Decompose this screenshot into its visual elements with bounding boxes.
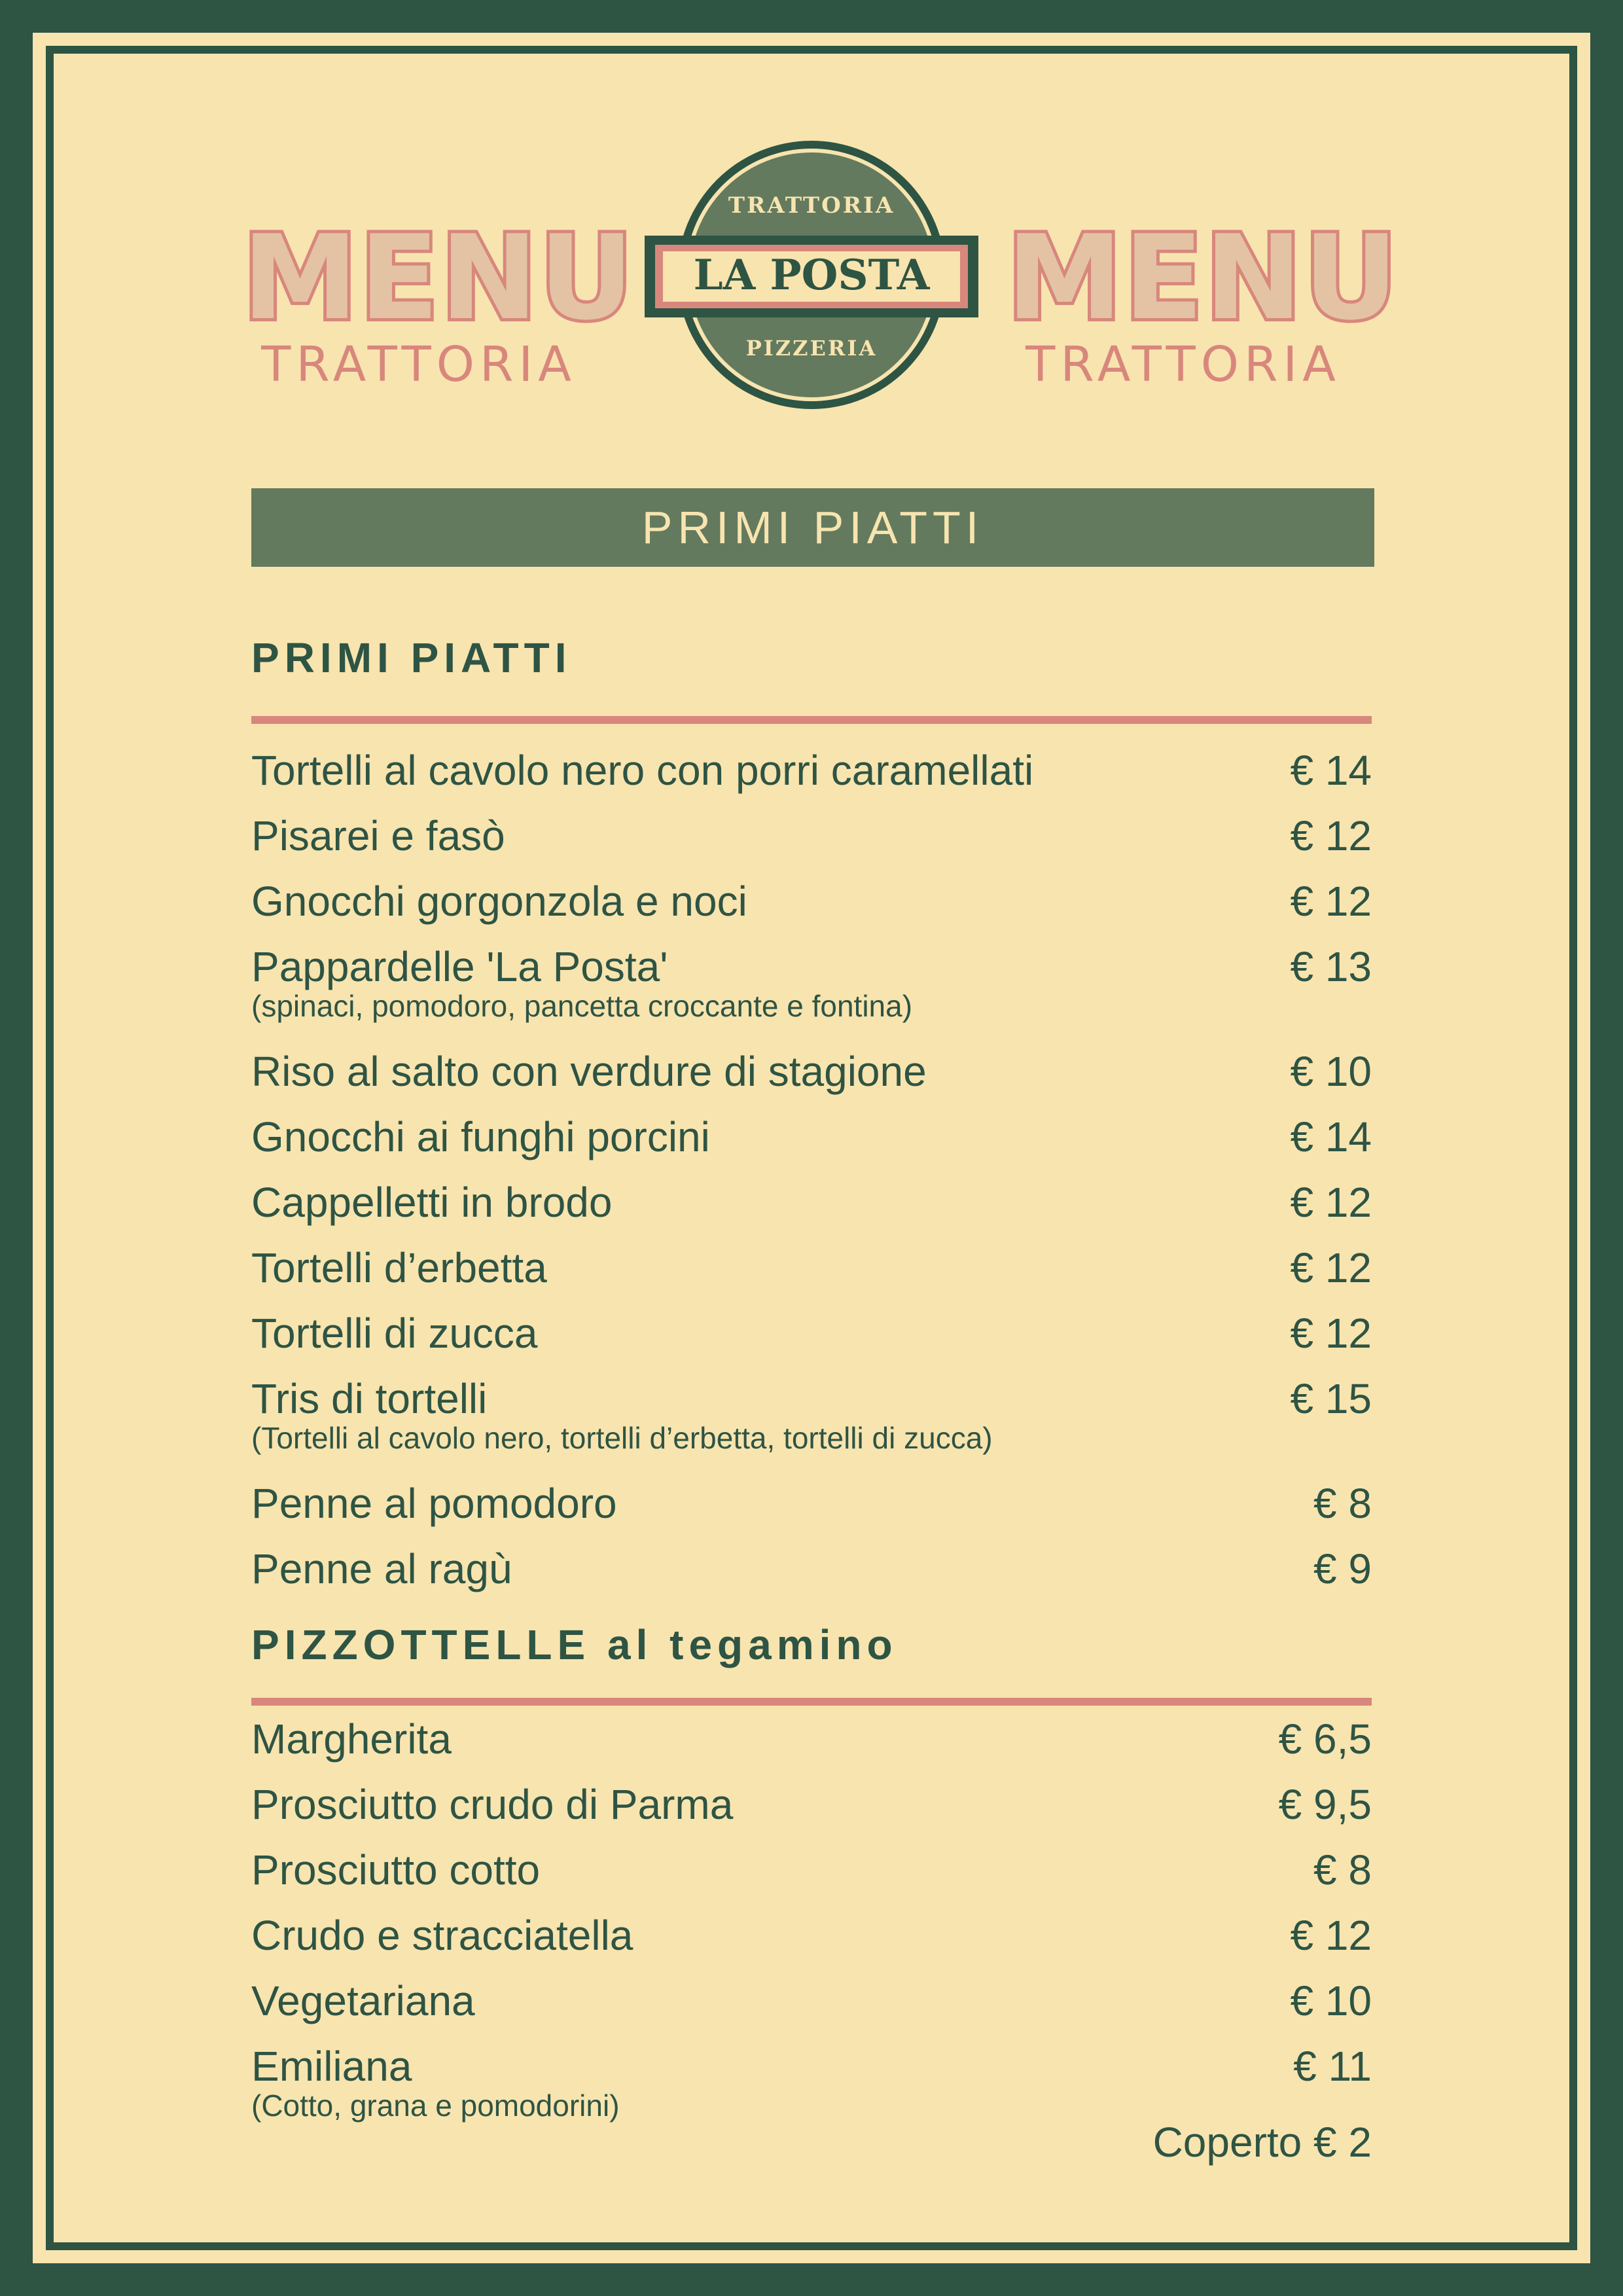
menu-item xyxy=(251,1113,1372,1161)
item-price: € 12 xyxy=(1290,1912,1372,1959)
menu-item xyxy=(251,1715,1372,1763)
item-name: Gnocchi gorgonzola e noci xyxy=(251,878,747,925)
menu-item xyxy=(251,746,1372,795)
item-description: (Cotto, grana e pomodorini) xyxy=(251,2089,620,2123)
item-price: € 11 xyxy=(1293,2043,1372,2090)
menu-item xyxy=(251,812,1372,860)
menu-item xyxy=(251,1479,1372,1528)
item-name: Pappardelle 'La Posta' xyxy=(251,943,668,990)
item-price: € 12 xyxy=(1290,1179,1372,1226)
item-price: € 10 xyxy=(1290,1977,1372,2024)
primi-heading: PRIMI PIATTI xyxy=(251,634,572,681)
item-name: Prosciutto cotto xyxy=(251,1846,541,1893)
menu-item xyxy=(251,1047,1372,1096)
item-name: Tortelli al cavolo nero con porri caramellati xyxy=(251,747,1034,794)
item-name: Tortelli d’erbetta xyxy=(251,1244,547,1291)
item-price: € 10 xyxy=(1290,1048,1372,1095)
item-name: Margherita xyxy=(251,1715,452,1763)
item-price: € 6,5 xyxy=(1278,1715,1372,1763)
pizzottelle-heading: PIZZOTTELLE al tegamino xyxy=(251,1621,898,1668)
menu-item xyxy=(251,942,1372,1024)
item-price: € 9,5 xyxy=(1278,1781,1372,1828)
item-price: € 12 xyxy=(1290,1244,1372,1291)
item-price: € 14 xyxy=(1290,747,1372,794)
header-right xyxy=(1007,210,1400,393)
menu-item xyxy=(251,1244,1372,1292)
item-price: € 13 xyxy=(1290,943,1372,990)
item-price: € 15 xyxy=(1290,1375,1372,1422)
item-description: (Tortelli al cavolo nero, tortelli d’erbetta, tortelli di zucca) xyxy=(251,1421,993,1455)
item-name: Vegetariana xyxy=(251,1977,475,2024)
item-name: Prosciutto crudo di Parma xyxy=(251,1781,734,1828)
item-name: Riso al salto con verdure di stagione xyxy=(251,1048,927,1095)
item-name: Emiliana xyxy=(251,2043,412,2090)
item-description: (spinaci, pomodoro, pancetta croccante e fontina) xyxy=(251,989,913,1023)
trattoria-subtitle-right: TRATTORIA xyxy=(1026,336,1341,393)
item-price: € 12 xyxy=(1290,812,1372,859)
header-left xyxy=(242,210,635,393)
item-name: Penne al ragù xyxy=(251,1545,512,1592)
menu-page xyxy=(33,33,1590,2263)
item-name: Tortelli di zucca xyxy=(251,1310,538,1357)
item-name: Penne al pomodoro xyxy=(251,1480,617,1527)
item-name: Crudo e stracciatella xyxy=(251,1912,633,1959)
menu-item xyxy=(251,1309,1372,1357)
logo-top-text: TRATTORIA xyxy=(728,192,895,219)
menu-item xyxy=(251,1545,1372,1593)
item-name: Tris di tortelli xyxy=(251,1375,488,1422)
logo-name-text: LA POSTA xyxy=(693,251,930,300)
menu-item xyxy=(251,2042,1372,2123)
pizzottelle-divider xyxy=(251,1698,1372,1706)
cover-charge: Coperto € 2 xyxy=(1152,2119,1372,2166)
menu-item xyxy=(251,1846,1372,1894)
item-price: € 8 xyxy=(1313,1480,1372,1527)
menu-title-left: MENU xyxy=(242,210,635,346)
menu-item xyxy=(251,1977,1372,2025)
menu-item xyxy=(251,1374,1372,1456)
item-price: € 9 xyxy=(1313,1545,1372,1592)
item-price: € 8 xyxy=(1313,1846,1372,1893)
section-banner: PRIMI PIATTI xyxy=(251,488,1374,567)
trattoria-subtitle-left: TRATTORIA xyxy=(261,336,577,393)
item-price: € 14 xyxy=(1290,1113,1372,1160)
menu-item xyxy=(251,1911,1372,1960)
menu-item xyxy=(251,1780,1372,1829)
logo-bottom-text: PIZZERIA xyxy=(745,336,878,361)
la-posta-logo xyxy=(645,137,978,419)
menu-item xyxy=(251,1178,1372,1227)
item-name: Pisarei e fasò xyxy=(251,812,505,859)
primi-divider xyxy=(251,716,1372,724)
item-price: € 12 xyxy=(1290,878,1372,925)
menu-title-right: MENU xyxy=(1007,210,1400,346)
item-name: Gnocchi ai funghi porcini xyxy=(251,1113,710,1160)
menu-item xyxy=(251,877,1372,925)
item-name: Cappelletti in brodo xyxy=(251,1179,613,1226)
item-price: € 12 xyxy=(1290,1310,1372,1357)
